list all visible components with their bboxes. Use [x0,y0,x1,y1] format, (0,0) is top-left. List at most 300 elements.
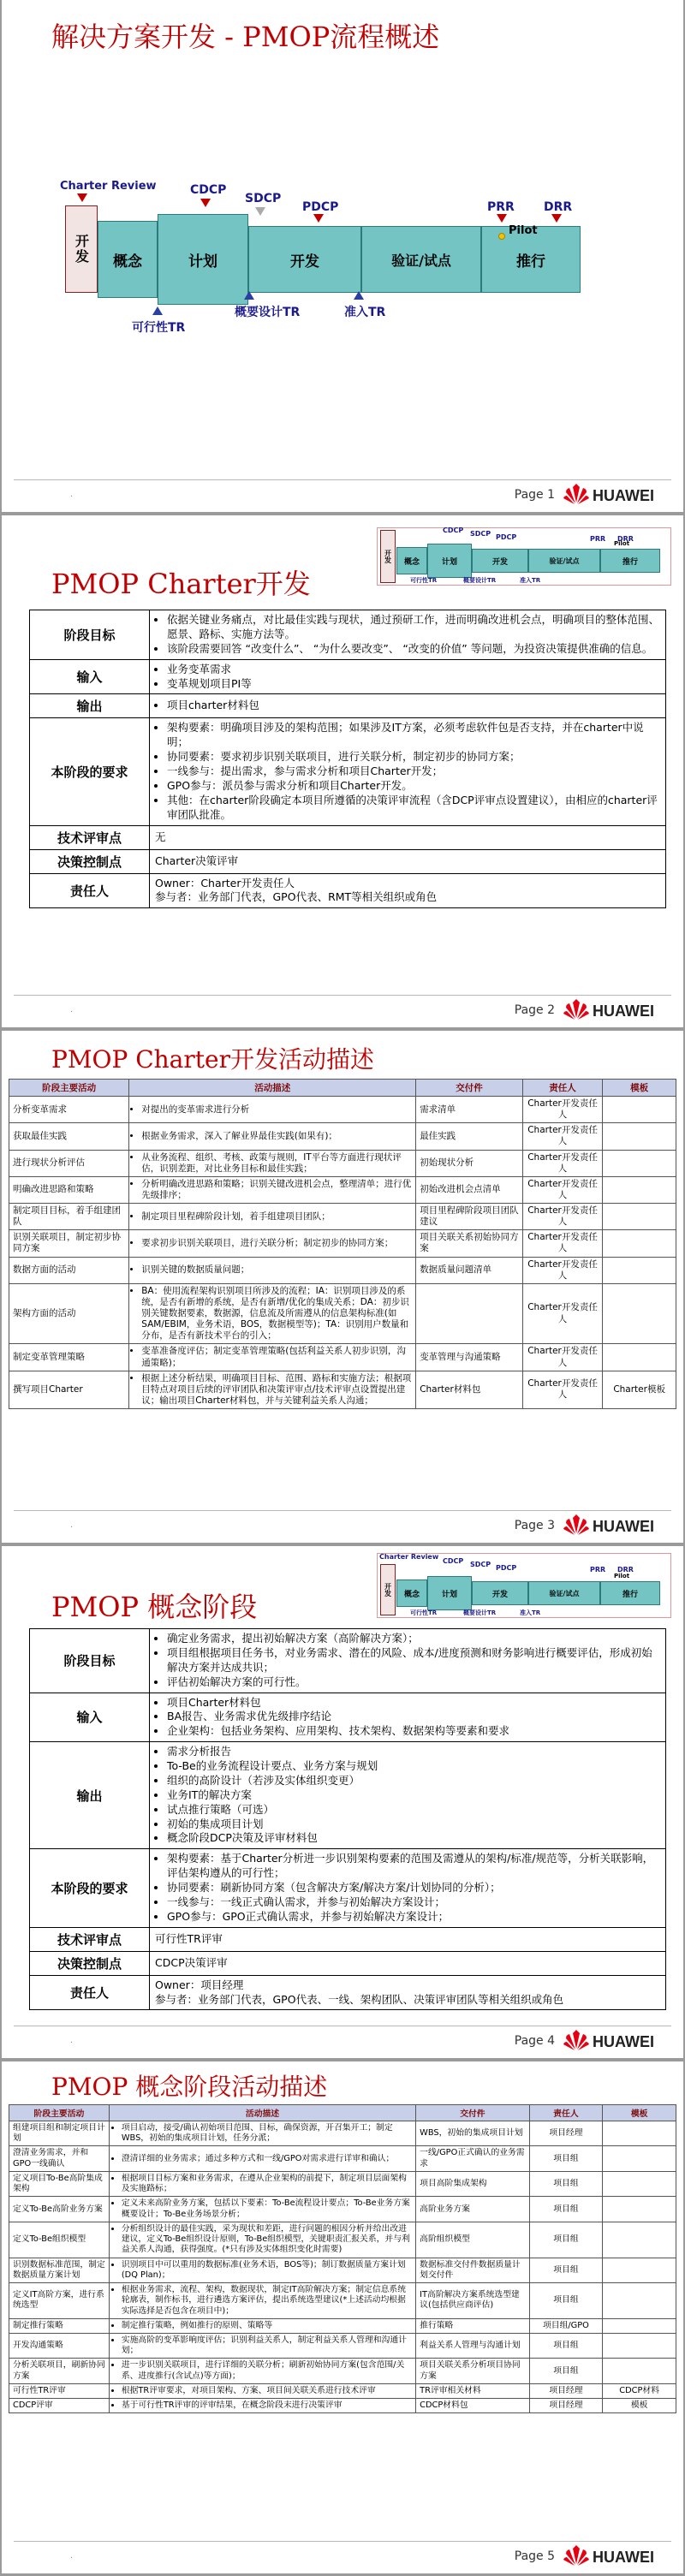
info-row [30,610,666,660]
table-cell: 可行性TR评审 [9,2383,110,2398]
table-cell: 项目经理 [529,2121,603,2146]
table-cell: 制定变革管理策略 [9,1344,129,1371]
table-cell [603,2171,676,2196]
content-item: • 项目组根据项目任务书，对业务需求、潜在的风险、成本/进度预测和财务影响进行概要评估，形成初始解决方案并达成共识； [167,1646,660,1675]
activity-desc: • BA：使用流程架构识别项目所涉及的流程；IA：识别项目涉及的系统，是否有新增的系统，是否有新增/优化的集成关系；DA：初步识别关键数据要素，数据源，信息流及所需遵从的信息架构标准(如SAM/EBIM，业务术语，BOS，数据模型等)；TA：识别用户数量和分布，是否有新技术平台的引入； [141,1286,412,1342]
table-cell [109,2383,415,2398]
phase-develop: 开发 [472,549,528,573]
phase-rollout: 推行 [481,226,581,293]
table-cell [603,2359,676,2383]
gate-sdcp: SDCP [470,1561,491,1568]
header-row [9,2105,676,2121]
table-cell: 数据方面的活动 [9,1257,129,1283]
table-cell [129,1097,416,1123]
row-content [150,849,666,873]
table-row [9,1176,676,1203]
content-item: 可行性TR评审 [155,1931,223,1945]
table-cell: Charter开发责任人 [522,1371,602,1408]
content-item: • 协同要素：要求初步识别关联项目，进行关联分析，制定初步的协同方案； [167,750,660,764]
pilot-dot-icon [498,233,505,240]
process-diagram [60,180,670,377]
table-row [9,2146,676,2171]
page-title: PMOP 概念阶段 [51,1591,258,1623]
table-row [9,1283,676,1344]
table-cell [603,2197,676,2222]
row-content [150,1975,666,2010]
content-item: • 业务变革需求 [167,663,660,677]
huawei-flower-icon [563,1514,589,1537]
huawei-wordmark: HUAWEI [593,1002,654,1020]
table-cell [603,2146,676,2171]
gate-marker-icon [551,214,562,223]
row-content [150,873,666,908]
table-row [9,1257,676,1283]
table-row [9,2197,676,2222]
content-item: • BA报告、业务需求优先级排序结论 [167,1710,660,1724]
row-header: 责任人 [30,1975,150,2010]
tr-entry: 准入TR [520,577,541,584]
content-item: • 架构要素：基于Charter分析进一步识别架构要素的范围及需遵从的架构/标准/规范等，分析关联影响，评估架构遵从的可行性； [167,1852,660,1881]
info-row [30,1975,666,2010]
slide-footer [2,1510,683,1543]
gate-drr: DRR [617,1566,634,1574]
huawei-flower-icon [563,999,589,1021]
row-content [150,1849,666,1927]
content-item: 无 [155,830,166,843]
activity-desc: • 制定推行策略，例如推行的原则、策略等 [122,2321,412,2331]
table-cell [109,2359,415,2383]
pilot-label: Pilot [614,1573,630,1580]
huawei-flower-icon [563,484,589,506]
table-cell: 需求清单 [416,1097,523,1123]
footer-dot: . [70,1005,74,1014]
table-cell: Charter模板 [603,1371,676,1408]
table-row [9,1097,676,1123]
row-content [150,825,666,849]
table-cell [603,2318,676,2333]
footer-dot: . [70,2036,74,2045]
footer-dot: . [70,490,74,499]
table-cell: 一线/GPO正式确认的业务需求 [416,2146,529,2171]
info-row [30,825,666,849]
table-cell: Charter开发责任人 [522,1344,602,1371]
column-header: 模板 [603,1080,676,1097]
row-header: 阶段目标 [30,1629,150,1693]
table-cell: 制定推行策略 [9,2318,110,2333]
content-item: • GPO参与：派员参与需求分析和项目Charter开发。 [167,779,660,794]
content-item: 参与者：业务部门代表，GPO代表、RMT等相关组织或角色 [155,890,438,904]
table-cell: 分析变革需求 [9,1097,129,1123]
table-cell: 项目经理 [529,2399,603,2413]
huawei-wordmark: HUAWEI [593,487,654,504]
huawei-wordmark: HUAWEI [593,2549,654,2566]
phase-rollout: 推行 [600,1581,660,1605]
table-cell: 项目组 [529,2359,603,2383]
tr-marker-icon [152,306,163,315]
phase-rollout: 推行 [600,549,660,573]
table-cell: 高阶组织模型 [416,2222,529,2258]
table-cell: 项目组/GPO [529,2318,603,2333]
phase-verify-pilot: 验证/试点 [528,1581,600,1605]
activity-desc: • 定义未来高阶业务方案，包括以下要素：To-Be流程设计要点；To-Be业务方案概要设计；To-Be业务场景分析； [122,2198,412,2219]
table-cell [109,2333,415,2358]
slide-footer [2,2541,683,2573]
activity-desc: • 根据项目目标方案和业务需求，在遵从企业架构的前提下，制定项目层面架构及实施路标； [122,2174,412,2194]
info-row [30,1693,666,1742]
table-cell: 识别关联项目，制定初步协同方案 [9,1230,129,1257]
table-cell: 项目经理 [529,2383,603,2398]
gate-sdcp: SDCP [245,192,282,205]
content-item: • 该阶段需要回答 “改变什么”、 “为什么要改变”、 “改变的价值” 等问题，为投资决策提供准确的信息。 [167,642,660,657]
gate-charter-review: Charter Review [379,1553,439,1561]
gate-sdcp: SDCP [470,530,491,538]
table-cell: 变革管理与沟通策略 [416,1344,523,1371]
row-content [150,1629,666,1693]
row-header: 输出 [30,694,150,718]
activity-desc: • 根据TR评审要求，对项目架构、方案、项目间关联关系进行技术评审 [122,2386,412,2396]
row-header: 输入 [30,1693,150,1742]
tr-marker-icon [354,291,364,300]
table-cell [109,2171,415,2196]
phase-concept: 概念 [396,547,427,574]
content-item: • GPO参与：GPO正式确认需求，并参与初始解决方案设计； [167,1910,660,1925]
row-content [150,718,666,825]
table-cell [129,1150,416,1176]
info-row [30,1849,666,1927]
row-header: 决策控制点 [30,1951,150,1975]
table-cell [603,1230,676,1257]
table-cell: 识别数据标准范围，制定数据质量方案计划 [9,2258,110,2282]
table-cell: 定义IT高阶方案，进行系统选型 [9,2283,110,2319]
info-row [30,1927,666,1951]
table-cell: 项目组 [529,2333,603,2358]
info-row [30,659,666,694]
column-header: 责任人 [529,2105,603,2121]
info-row [30,718,666,825]
table-cell: 推行策略 [416,2318,529,2333]
table-row [9,2399,676,2413]
slide-4 [2,1546,683,2058]
table-cell [129,1204,416,1230]
huawei-logo [563,999,668,1023]
phase-verify-pilot: 验证/试点 [361,226,481,293]
phase-develop: 开发 [472,1581,528,1605]
row-header: 输出 [30,1742,150,1849]
table-cell [109,2318,415,2333]
gate-prr: PRR [590,535,606,543]
slide-footer [2,995,683,1027]
table-cell [603,1097,676,1123]
tr-entry: 准入TR [344,306,386,319]
page-title: PMOP Charter开发活动描述 [51,1045,374,1074]
tr-outline-design: 概要设计TR [463,1609,497,1616]
page-number: Page 2 [514,1003,555,1017]
tr-outline-design: 概要设计TR [235,306,301,319]
gate-pdcp: PDCP [302,200,339,214]
content-item: CDCP决策评审 [155,1955,228,1969]
table-cell: 项目组 [529,2222,603,2258]
activity-desc: • 项目启动，接受/确认初始项目范围、目标，确保资源，开召集开工；制定WBS，初始的集成项目计划，任务分派； [122,2123,412,2144]
content-item: • 评估初始解决方案的可行性。 [167,1675,660,1690]
mini-process-diagram [377,527,671,586]
activity-desc: • 对提出的变革需求进行分析 [141,1104,412,1115]
table-cell [603,2333,676,2358]
activity-desc: • 澄清详细的业务需求；通过多种方式和一线/GPO对需求进行详审和确认； [122,2154,412,2164]
row-header: 技术评审点 [30,1927,150,1951]
table-cell [603,2222,676,2258]
phase-plan: 计划 [427,1576,472,1610]
table-cell [129,1123,416,1150]
table-cell: 高阶业务方案 [416,2197,529,2222]
table-cell: IT高阶解决方案系统选型建议(包括供应商评估) [416,2283,529,2319]
table-cell: 定义项目To-Be高阶集成架构 [9,2171,110,2196]
table-cell [603,2121,676,2146]
table-cell: Charter开发责任人 [522,1230,602,1257]
huawei-flower-icon [563,2030,589,2052]
huawei-logo [563,2545,668,2569]
table-cell [129,1371,416,1408]
page-number: Page 1 [514,488,555,502]
content-item: Owner：Charter开发责任人 [155,876,295,889]
table-cell: 开发沟通策略 [9,2333,110,2358]
activity-desc: • 识别关键的数据质量问题； [141,1264,412,1276]
content-item: • 一线参与：一线正式确认需求，并参与初始解决方案设计； [167,1895,660,1910]
table-row [9,2121,676,2146]
charter-dev-block: 开发 [380,1564,396,1615]
slide-5 [2,2061,683,2573]
table-cell: 组建项目组和制定项目计划 [9,2121,110,2146]
table-cell: 撰写项目Charter [9,1371,129,1408]
gate-marker-icon [313,214,324,223]
row-content [150,694,666,718]
table-cell [603,1204,676,1230]
gate-cdcp: CDCP [443,527,464,534]
table-cell: 数据标准交付件数据质量计划交付件 [416,2258,529,2282]
charter-dev-block: 开发 [380,530,396,583]
table-cell: 初始改进机会点清单 [416,1176,523,1203]
huawei-wordmark: HUAWEI [593,2033,654,2050]
info-row [30,1629,666,1693]
table-row [9,2222,676,2258]
huawei-wordmark: HUAWEI [593,1518,654,1535]
content-item: 参与者：业务部门代表，GPO代表、一线、架构团队、决策评审团队等相关组织或角色 [155,1992,564,2006]
table-cell [109,2283,415,2319]
slide-footer [2,479,683,512]
table-row [9,2258,676,2282]
table-cell [603,1257,676,1283]
huawei-logo [563,1514,668,1538]
activity-desc: • 制定项目里程碑阶段计划，着手组建项目团队； [141,1211,412,1223]
table-cell [603,2258,676,2282]
table-cell: Charter开发责任人 [522,1123,602,1150]
charter-dev-block: 开发 [65,205,98,293]
row-header: 输入 [30,659,150,694]
gate-cdcp: CDCP [443,1557,464,1565]
table-cell: 分析关联项目，刷新协同方案 [9,2359,110,2383]
table-row [9,1204,676,1230]
content-item: • 企业架构：包括业务架构、应用架构、技术架构、数据架构等要素和要求 [167,1724,660,1739]
table-cell: 利益关系人管理与沟通计划 [416,2333,529,2358]
table-row [9,1150,676,1176]
page-title: PMOP 概念阶段活动描述 [51,2073,328,2101]
page-number: Page 3 [514,1519,555,1532]
table-cell: Charter开发责任人 [522,1150,602,1176]
table-cell: CDCP评审 [9,2399,110,2413]
content-item: • 变革规划项目PI等 [167,677,660,692]
content-item: • To-Be的业务流程设计要点、业务方案与规划 [167,1759,660,1774]
activity-desc: • 从业务流程、组织、考核、政策与规则，IT平台等方面进行现状评估，识别差距，对比业务目标和最佳实践； [141,1152,412,1175]
page-number: Page 4 [514,2034,555,2048]
table-cell: 获取最佳实践 [9,1123,129,1150]
table-cell: 定义To-Be组织模型 [9,2222,110,2258]
table-cell: TR评审相关材料 [416,2383,529,2398]
gate-marker-icon [255,207,265,216]
table-cell: 数据质量问题清单 [416,1257,523,1283]
table-row [9,2383,676,2398]
info-row [30,1742,666,1849]
table-row [9,1344,676,1371]
phase-verify-pilot: 验证/试点 [528,549,600,573]
table-cell [603,1123,676,1150]
activity-desc: • 分析组织设计的最佳实践，采为现状和差距，进行问题的根因分析并给出改进建议，定义To-Be组织设计原则，To-Be组织模型，关键职责汇报关系，并与利益关系人沟通，获得强度。(*只有涉及实体组织变化时需要) [122,2224,412,2256]
gate-pdcp: PDCP [496,1564,517,1572]
tr-marker-icon [244,291,254,300]
column-header: 活动描述 [109,2105,415,2121]
tr-feasibility: 可行性TR [132,321,186,335]
table-cell [129,1283,416,1344]
table-cell: Charter材料包 [416,1371,523,1408]
gate-prr: PRR [590,1566,606,1574]
content-item: • 架构要素：明确项目涉及的架构范围；如果涉及IT方案，必须考虑软件包是否支持，并在charter中说明； [167,721,660,750]
row-header: 责任人 [30,873,150,908]
activity-desc: • 根据上述分析结果，明确项目目标、范围、路标和实施方法；根据项目特点对项目后续的评审团队和决策评审点/技术评审点设置提出建议；输出项目Charter材料包，并与关键利益关系人沟通； [141,1373,412,1407]
tr-entry: 准入TR [520,1609,541,1616]
table-cell: 项目高阶集成架构 [416,2171,529,2196]
table-cell: 定义To-Be高阶业务方案 [9,2197,110,2222]
row-header: 本阶段的要求 [30,1849,150,1927]
content-item: • 依据关键业务痛点，对比最佳实践与现状，通过预研工作，进而明确改进机会点，明确项目的整体范围、愿景、路标、实施方法等。 [167,613,660,642]
row-header: 本阶段的要求 [30,718,150,825]
gate-marker-icon [497,214,507,223]
row-header: 阶段目标 [30,610,150,660]
table-row [9,1230,676,1257]
gate-charter-review: Charter Review [60,180,157,193]
table-cell [129,1176,416,1203]
slide-2 [2,515,683,1027]
table-cell: 模板 [603,2399,676,2413]
tr-feasibility: 可行性TR [410,1609,438,1616]
concept-phase-table [29,1628,666,2010]
gate-pdcp: PDCP [496,533,517,541]
table-row [9,1371,676,1408]
activity-desc: • 根据业务需求，深入了解业界最佳实践(如果有)； [141,1131,412,1142]
table-cell: 澄清业务需求，并和GPO一线确认 [9,2146,110,2171]
activity-desc: • 根据业务需求，流程、架构，数据现状，制定IT高阶解决方案；制定信息系统轮廓表，制作标书，进行遴选方案评估，提出系统选型建议(*上述活动均根据实际选择是否包含在项目中)； [122,2285,412,2317]
table-cell: 项目里程碑阶段项目团队建议 [416,1204,523,1230]
activity-desc: • 实施高阶的变革影响度评估；识别利益关系人，制定利益关系人管理和沟通计划； [122,2335,412,2356]
table-cell: WBS，初始的集成项目计划 [416,2121,529,2146]
table-cell: CDCP材料 [603,2383,676,2398]
activity-desc: • 变革准备度评估；制定变革管理策略(包括利益关系人初步识别，沟通策略)； [141,1346,412,1368]
table-cell: 项目组 [529,2171,603,2196]
table-cell: 项目组 [529,2146,603,2171]
pilot-label: Pilot [614,540,630,547]
table-cell [416,1283,523,1344]
slide-3 [2,1031,683,1543]
content-item: • 项目Charter材料包 [167,1696,660,1710]
table-row [9,2333,676,2358]
content-item: • 组织的高阶设计（若涉及实体组织变更） [167,1774,660,1788]
table-cell [603,1150,676,1176]
content-item: • 初始的集成项目计划 [167,1817,660,1832]
phase-plan: 计划 [427,544,472,578]
table-row [9,2318,676,2333]
column-header: 阶段主要活动 [9,2105,110,2121]
concept-activity-table [9,2104,676,2413]
row-content [150,659,666,694]
table-cell: Charter开发责任人 [522,1176,602,1203]
row-header: 决策控制点 [30,849,150,873]
footer-dot: . [70,1520,74,1530]
activity-desc: • 进一步识别关联项目，进行详细的关联分析；刷新初始协同方案(包含范围/关系、进度推行(含试点)等方面)； [122,2360,412,2381]
content-item: • 试点推行策略（可选） [167,1803,660,1817]
column-header: 责任人 [522,1080,602,1097]
table-cell: 初始现状分析 [416,1150,523,1176]
column-header: 活动描述 [129,1080,416,1097]
table-cell [603,1283,676,1344]
phase-develop: 开发 [248,226,361,293]
tr-feasibility: 可行性TR [410,577,438,584]
column-header: 交付件 [416,1080,523,1097]
slide-1 [2,0,683,512]
table-cell [603,1176,676,1203]
row-content [150,1693,666,1742]
content-item: • 协同要素：刷新协同方案（包含解决方案/解决方案/计划协同的分析）； [167,1881,660,1895]
phase-concept: 概念 [396,1580,427,1607]
table-cell: 进行现状分析评估 [9,1150,129,1176]
activity-desc: • 识别项目中可以重用的数据标准(业务术语，BOS等)；制订数据质量方案计划(DQ Plan)； [122,2260,412,2281]
table-cell: Charter开发责任人 [522,1283,602,1344]
info-row [30,849,666,873]
row-content [150,1927,666,1951]
table-cell: Charter开发责任人 [522,1097,602,1123]
gate-drr: DRR [544,200,573,214]
mini-process-diagram [377,1553,671,1618]
charter-activity-table [9,1079,676,1409]
table-cell [603,1344,676,1371]
tr-outline-design: 概要设计TR [463,577,497,584]
table-row [9,2283,676,2319]
table-cell: 项目关联关系初始协同方案 [416,1230,523,1257]
slide-footer [2,2026,683,2058]
activity-desc: • 基于可行性TR评审的评审结果，在概念阶段末进行决策评审 [122,2400,412,2411]
gate-cdcp: CDCP [190,183,227,197]
table-cell [129,1257,416,1283]
activity-desc: • 分析明确改进思路和策略；识别关键改进机会点，整理清单；进行优先级排序； [141,1179,412,1201]
table-cell: Charter开发责任人 [522,1204,602,1230]
gate-drr: DRR [617,535,634,543]
page-title: 解决方案开发 - PMOP流程概述 [51,21,440,53]
content-item: • 业务IT的解决方案 [167,1788,660,1803]
row-header: 技术评审点 [30,825,150,849]
phase-plan: 计划 [158,214,248,305]
table-row [9,2171,676,2196]
content-item: • 确定业务需求，提出初始解决方案（高阶解决方案）； [167,1632,660,1646]
content-item: • 需求分析报告 [167,1745,660,1759]
row-content [150,1742,666,1849]
table-cell [109,2222,415,2258]
table-cell: 架构方面的活动 [9,1283,129,1344]
